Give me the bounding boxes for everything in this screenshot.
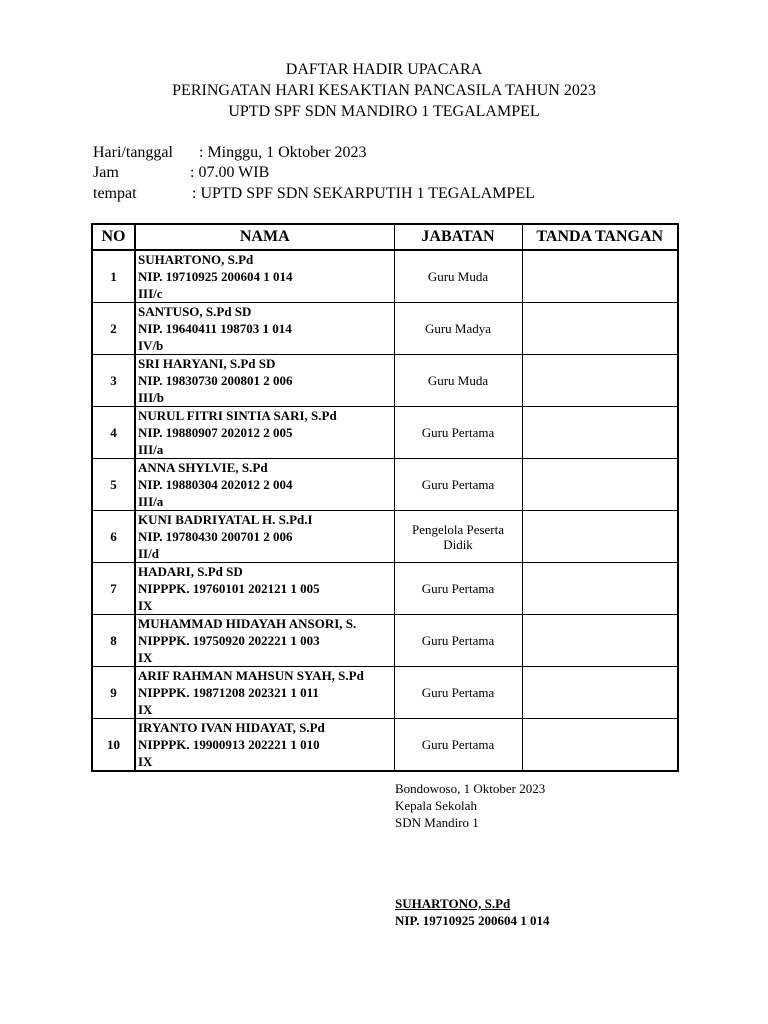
row-name-cell	[135, 303, 394, 355]
row-number: 8	[92, 615, 135, 667]
signature-school: SDN Mandiro 1	[395, 815, 479, 830]
row-name-cell	[135, 250, 394, 303]
row-signature-cell	[522, 303, 678, 355]
signatory-name: SUHARTONO, S.Pd	[395, 896, 511, 911]
row-position: Guru Muda	[394, 250, 522, 303]
info-place-value: : UPTD SPF SDN SEKARPUTIH 1 TEGALAMPEL	[192, 185, 535, 202]
row-number: 5	[92, 459, 135, 511]
row-number: 7	[92, 563, 135, 615]
row-name: ANNA SHYLVIE, S.Pd	[138, 460, 268, 475]
row-grade: IV/b	[138, 338, 164, 353]
table-row	[92, 511, 678, 563]
row-number: 6	[92, 511, 135, 563]
row-nip: NIP. 19880304 202012 2 004	[138, 477, 293, 492]
row-grade: IX	[138, 598, 153, 613]
table-row	[92, 407, 678, 459]
row-grade: III/a	[138, 442, 164, 457]
row-name-cell	[135, 563, 394, 615]
row-name: SUHARTONO, S.Pd	[138, 252, 254, 267]
row-position: Guru Pertama	[394, 407, 522, 459]
signatory-block	[395, 895, 549, 929]
row-number: 10	[92, 719, 135, 772]
row-name: KUNI BADRIYATAL H. S.Pd.I	[138, 512, 313, 527]
table-row	[92, 303, 678, 355]
table-header-row	[92, 224, 678, 250]
col-header-no: NO	[92, 224, 135, 250]
table-row	[92, 459, 678, 511]
row-name-cell	[135, 511, 394, 563]
row-position: Guru Muda	[394, 355, 522, 407]
info-place-label: tempat	[93, 185, 137, 202]
row-signature-cell	[522, 667, 678, 719]
table-row	[92, 667, 678, 719]
row-grade: IX	[138, 702, 153, 717]
row-name: MUHAMMAD HIDAYAH ANSORI, S.	[138, 616, 357, 631]
document-title	[0, 59, 768, 122]
row-name-cell	[135, 615, 394, 667]
signature-title: Kepala Sekolah	[395, 798, 477, 813]
row-position: Pengelola Peserta Didik	[394, 511, 522, 563]
row-signature-cell	[522, 407, 678, 459]
row-name: HADARI, S.Pd SD	[138, 564, 243, 579]
row-position: Guru Pertama	[394, 719, 522, 772]
signatory-nip: NIP. 19710925 200604 1 014	[395, 913, 550, 928]
row-grade: II/d	[138, 546, 159, 561]
row-signature-cell	[522, 250, 678, 303]
row-position: Guru Pertama	[394, 459, 522, 511]
table-row	[92, 719, 678, 772]
row-signature-cell	[522, 511, 678, 563]
row-name-cell	[135, 459, 394, 511]
row-name: SANTUSO, S.Pd SD	[138, 304, 252, 319]
row-grade: IX	[138, 754, 153, 769]
row-nip: NIP. 19830730 200801 2 006	[138, 373, 293, 388]
row-nip: NIP. 19780430 200701 2 006	[138, 529, 293, 544]
attendance-table	[91, 223, 679, 772]
row-grade: III/c	[138, 286, 163, 301]
row-nip: NIPPPK. 19760101 202121 1 005	[138, 581, 320, 596]
title-line-3: UPTD SPF SDN MANDIRO 1 TEGALAMPEL	[228, 103, 540, 120]
row-nip: NIPPPK. 19871208 202321 1 011	[138, 685, 319, 700]
row-nip: NIPPPK. 19750920 202221 1 003	[138, 633, 320, 648]
row-number: 4	[92, 407, 135, 459]
row-position: Guru Pertama	[394, 667, 522, 719]
table-row	[92, 615, 678, 667]
row-signature-cell	[522, 459, 678, 511]
row-name-cell	[135, 719, 394, 772]
row-position: Guru Madya	[394, 303, 522, 355]
row-grade: IX	[138, 650, 153, 665]
table-row	[92, 355, 678, 407]
table-row	[92, 563, 678, 615]
signature-place-date: Bondowoso, 1 Oktober 2023	[395, 781, 546, 796]
row-name-cell	[135, 407, 394, 459]
row-position: Guru Pertama	[394, 563, 522, 615]
row-number: 9	[92, 667, 135, 719]
row-grade: III/b	[138, 390, 165, 405]
row-name: IRYANTO IVAN HIDAYAT, S.Pd	[138, 720, 325, 735]
table-row	[92, 250, 678, 303]
row-signature-cell	[522, 355, 678, 407]
row-name: NURUL FITRI SINTIA SARI, S.Pd	[138, 408, 337, 423]
col-header-position: JABATAN	[394, 224, 522, 250]
row-name: SRI HARYANI, S.Pd SD	[138, 356, 276, 371]
row-name-cell	[135, 355, 394, 407]
row-signature-cell	[522, 719, 678, 772]
row-name: ARIF RAHMAN MAHSUN SYAH, S.Pd	[138, 668, 364, 683]
info-time-label: Jam	[93, 164, 119, 181]
row-nip: NIP. 19640411 198703 1 014	[138, 321, 292, 336]
info-day-value: : Minggu, 1 Oktober 2023	[199, 144, 367, 161]
row-grade: III/a	[138, 494, 164, 509]
info-time-value: : 07.00 WIB	[190, 164, 270, 181]
row-nip: NIPPPK. 19900913 202221 1 010	[138, 737, 320, 752]
col-header-name: NAMA	[135, 224, 394, 250]
info-day-label: Hari/tanggal	[93, 144, 173, 161]
row-number: 3	[92, 355, 135, 407]
row-nip: NIP. 19880907 202012 2 005	[138, 425, 293, 440]
row-nip: NIP. 19710925 200604 1 014	[138, 269, 293, 284]
row-signature-cell	[522, 563, 678, 615]
row-position: Guru Pertama	[394, 615, 522, 667]
title-line-2: PERINGATAN HARI KESAKTIAN PANCASILA TAHUN 2023	[172, 82, 596, 99]
title-line-1: DAFTAR HADIR UPACARA	[285, 61, 483, 78]
row-name-cell	[135, 667, 394, 719]
col-header-signature: TANDA TANGAN	[522, 224, 678, 250]
row-signature-cell	[522, 615, 678, 667]
row-number: 1	[92, 250, 135, 303]
row-number: 2	[92, 303, 135, 355]
